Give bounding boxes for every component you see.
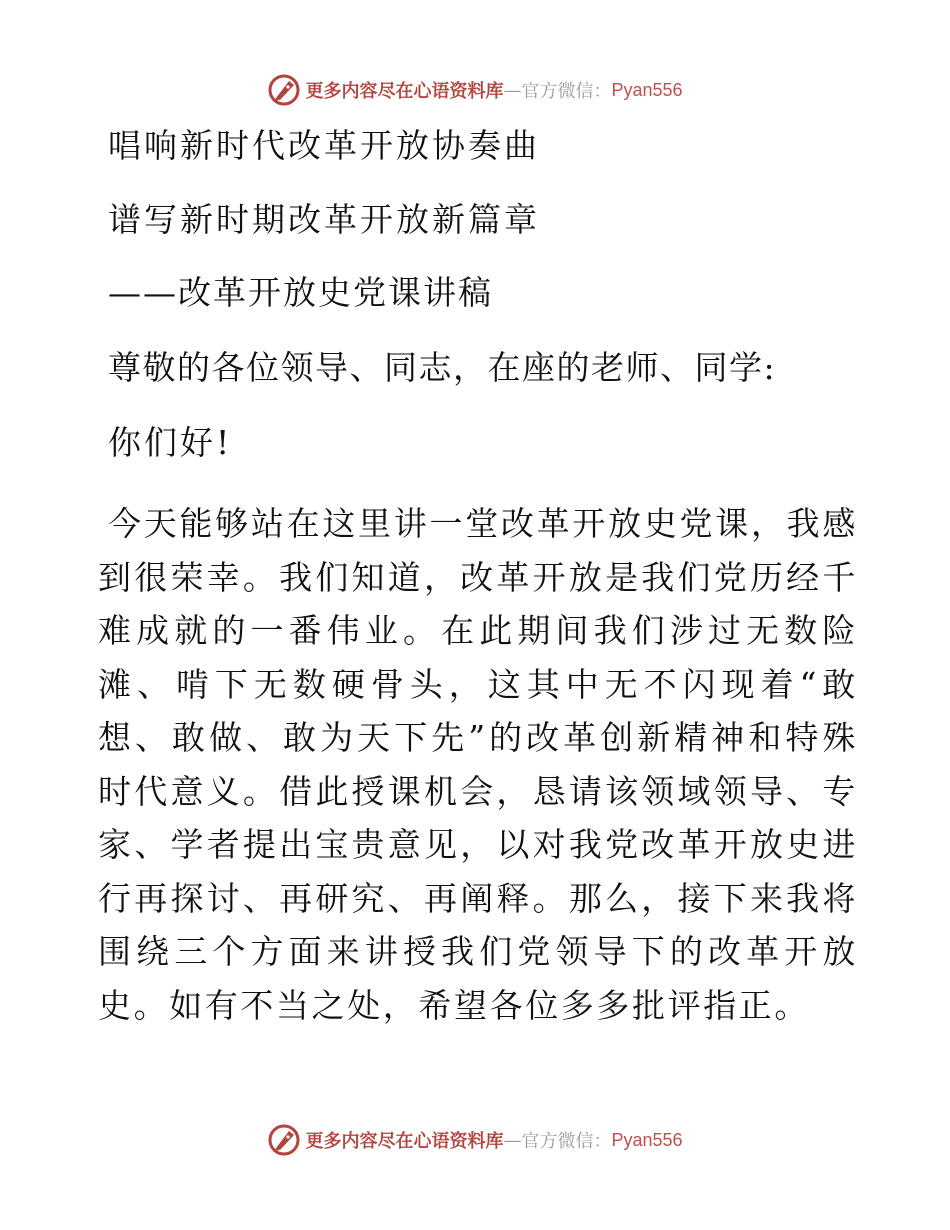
header-banner <box>0 70 950 110</box>
salutation: 尊敬的各位领导、同志，在座的老师、同学: <box>108 348 777 387</box>
greeting: 你们好! <box>108 423 233 462</box>
pen-nib-logo-icon <box>267 73 301 107</box>
footer-banner <box>0 1120 950 1160</box>
banner-separator: — <box>503 79 522 101</box>
wechat-id: Pyan556 <box>611 79 683 100</box>
banner-separator: — <box>503 1129 522 1151</box>
wechat-label: 官方微信： <box>521 1131 612 1152</box>
wechat-label: 官方微信： <box>521 81 612 102</box>
banner-text: 更多内容尽在心语资料库 <box>305 81 504 102</box>
banner-text: 更多内容尽在心语资料库 <box>305 1131 504 1152</box>
pen-nib-logo-icon <box>267 1123 301 1157</box>
wechat-id: Pyan556 <box>611 1129 683 1150</box>
title-line-1: 唱响新时代改革开放协奏曲 <box>108 126 540 165</box>
body-paragraph: 今天能够站在这里讲一堂改革开放史党课，我感到很荣幸。我们知道，改革开放是我们党历经千难成就的一番伟业。在此期间我们涉过无数险滩、啃下无数硬骨头，这其中无不闪现着“敢想、敢做、敢为天下先”的改革创新精神和特殊时代意义。借此授课机会，恳请该领域领导、专家、学者提出宝贵意见，以对我党改革开放史进行再探讨、再研究、再阐释。那么，接下来我将围绕三个方面来讲授我们党领导下的改革开放史。如有不当之处，希望各位多多批评指正。 <box>98 504 858 1025</box>
subtitle: ——改革开放史党课讲稿 <box>108 273 493 312</box>
title-line-2: 谱写新时期改革开放新篇章 <box>108 200 540 239</box>
